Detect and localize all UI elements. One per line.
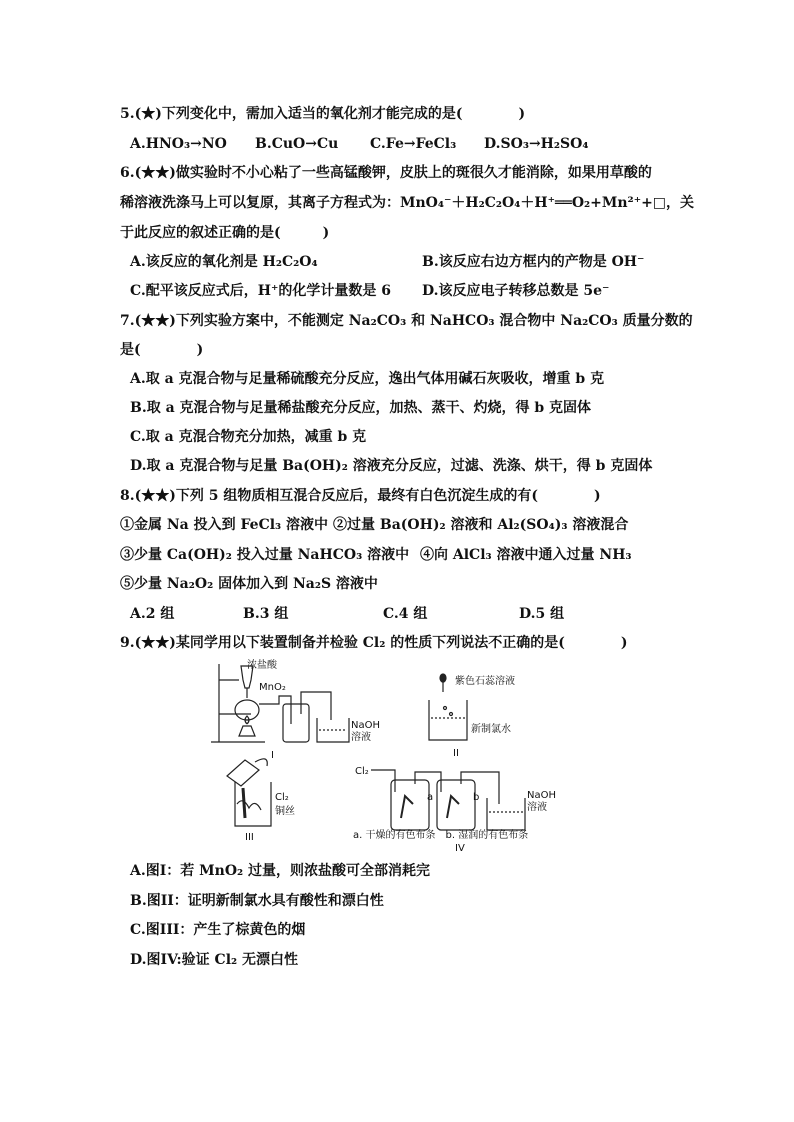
q5-option-c: C.Fe→FeCl₃ [370, 136, 457, 152]
q6-line-1: 6.(★★)做实验时不小心粘了一些高锰酸钾，皮肤上的斑很久才能消除，如果用草酸的 [120, 165, 652, 181]
apparatus-i [211, 664, 349, 742]
label-naoh-2: NaOH [527, 790, 556, 801]
q8-option-b: B.3 组 [243, 606, 289, 622]
q9-option-b: B.图II：证明新制氯水具有酸性和漂白性 [130, 893, 384, 909]
apparatus-iv [371, 770, 525, 830]
label-figure-i: I [271, 750, 274, 761]
q7-option-c: C.取 a 克混合物充分加热，减重 b 克 [130, 429, 367, 445]
label-cloth-caption: a. 干燥的有色布条 b. 湿润的有色布条 [353, 830, 529, 841]
label-figure-ii: II [453, 748, 459, 759]
q8-option-c: C.4 组 [383, 606, 428, 622]
q6-option-b: B.该反应右边方框内的产物是 OH⁻ [422, 254, 645, 270]
q7-line-2: 是( ) [120, 342, 204, 358]
apparatus-figure [205, 658, 605, 853]
q9-stem: 9.(★★)某同学用以下装置制备并检验 Cl₂ 的性质下列说法不正确的是( ) [120, 635, 628, 651]
apparatus-iii [227, 759, 271, 826]
q7-option-d: D.取 a 克混合物与足量 Ba(OH)₂ 溶液充分反应，过滤、洗涤、烘干，得 b 克固体 [130, 458, 653, 474]
q8-item-4: ④向 AlCl₃ 溶液中通入过量 NH₃ [420, 547, 632, 563]
q8-stem: 8.(★★)下列 5 组物质相互混合反应后，最终有白色沉淀生成的有( ) [120, 488, 601, 504]
label-figure-iii: III [245, 832, 254, 843]
q5-option-d: D.SO₃→H₂SO₄ [484, 136, 589, 152]
label-cl2-inlet: Cl₂ [355, 766, 369, 777]
label-copper-wire: 铜丝 [275, 806, 295, 817]
label-b: b [473, 792, 480, 803]
q5-option-a: A.HNO₃→NO [130, 136, 227, 152]
label-fresh-chlorine-water: 新制氯水 [471, 724, 511, 735]
q7-option-a: A.取 a 克混合物与足量稀硫酸充分反应，逸出气体用碱石灰吸收，增重 b 克 [130, 371, 605, 387]
label-purple-litmus: 紫色石蕊溶液 [455, 676, 515, 687]
q8-item-3: ③少量 Ca(OH)₂ 投入过量 NaHCO₃ 溶液中 [120, 547, 410, 563]
q5-option-b: B.CuO→Cu [255, 136, 339, 152]
q8-option-d: D.5 组 [519, 606, 565, 622]
label-cl2-iii: Cl₂ [275, 792, 289, 803]
q7-line-1: 7.(★★)下列实验方案中，不能测定 Na₂CO₃ 和 NaHCO₃ 混合物中 Na₂CO₃ 质量分数的 [120, 313, 693, 329]
q6-line-2: 稀溶液洗涤马上可以复原，其离子方程式为：MnO₄⁻＋H₂C₂O₄＋H⁺══O₂+Mn²⁺+□，关 [120, 195, 695, 211]
q8-option-a: A.2 组 [130, 606, 175, 622]
label-solution-1: 溶液 [351, 732, 371, 743]
q8-item-2: ②过量 Ba(OH)₂ 溶液和 Al₂(SO₄)₃ 溶液混合 [333, 517, 629, 533]
q8-item-5: ⑤少量 Na₂O₂ 固体加入到 Na₂S 溶液中 [120, 576, 378, 592]
q6-option-c: C.配平该反应式后，H⁺的化学计量数是 6 [130, 283, 392, 299]
q9-option-d: D.图IV:验证 Cl₂ 无漂白性 [130, 952, 299, 968]
q6-option-a: A.该反应的氧化剂是 H₂C₂O₄ [130, 254, 318, 270]
q6-option-d: D.该反应电子转移总数是 5e⁻ [422, 283, 610, 299]
q5-stem: 5.(★)下列变化中，需加入适当的氧化剂才能完成的是( ) [120, 106, 526, 122]
q6-line-3: 于此反应的叙述正确的是( ) [120, 225, 330, 241]
label-figure-iv: IV [455, 843, 465, 853]
q7-option-b: B.取 a 克混合物与足量稀盐酸充分反应，加热、蒸干、灼烧，得 b 克固体 [130, 400, 592, 416]
q9-option-c: C.图III：产生了棕黄色的烟 [130, 922, 306, 938]
label-concentrated-hcl: 浓盐酸 [247, 660, 277, 671]
label-a: a [427, 792, 434, 803]
label-naoh-1: NaOH [351, 720, 380, 731]
q8-item-1: ①金属 Na 投入到 FeCl₃ 溶液中 [120, 517, 329, 533]
label-mno2: MnO₂ [259, 682, 286, 693]
label-solution-2: 溶液 [527, 802, 547, 813]
q9-option-a: A.图I：若 MnO₂ 过量，则浓盐酸可全部消耗完 [130, 863, 431, 879]
